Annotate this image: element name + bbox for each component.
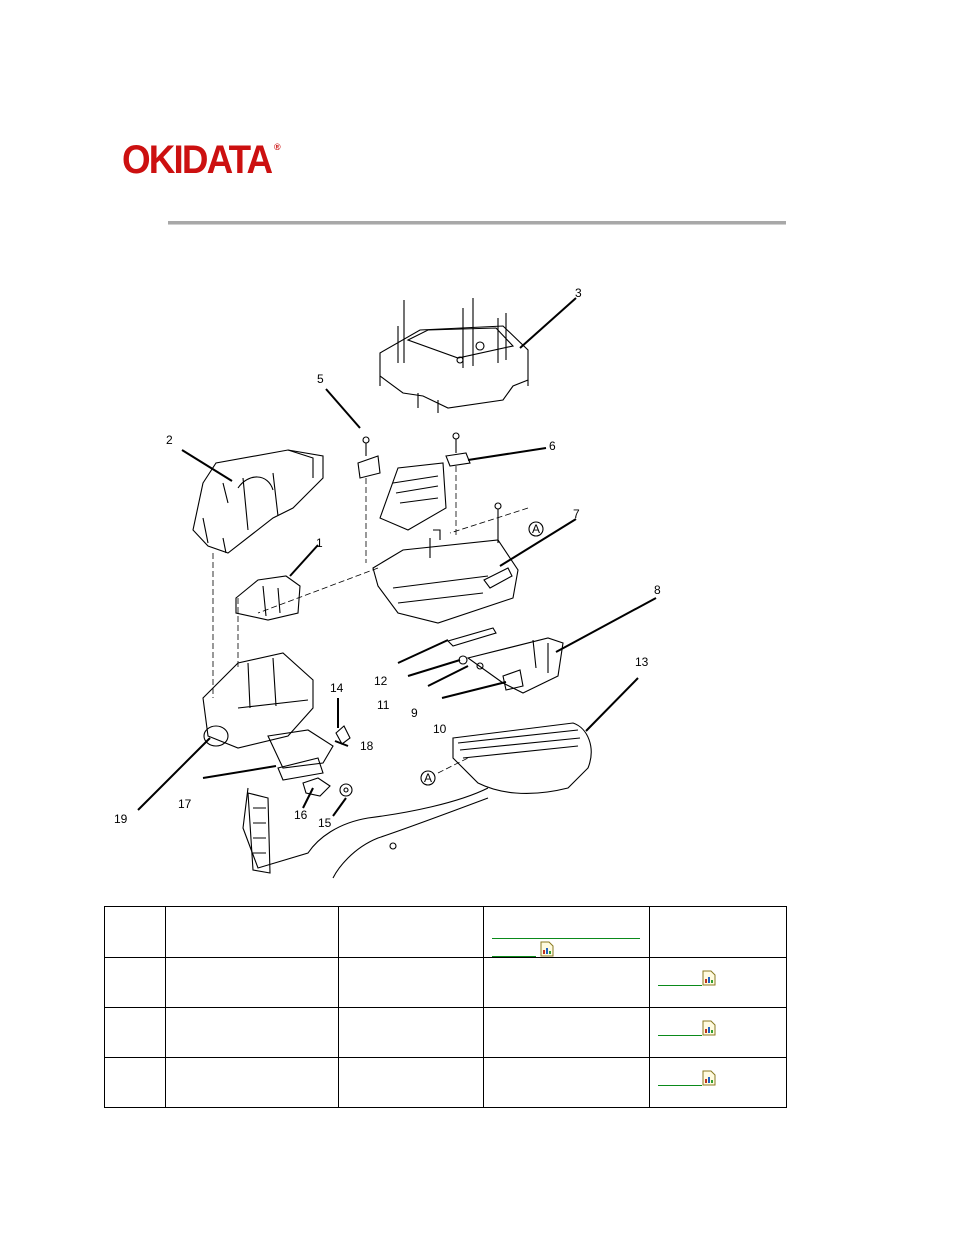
exploded-parts-diagram: [108, 268, 708, 883]
label-5: 5: [317, 372, 324, 386]
label-18: 17: [178, 797, 192, 811]
part-6-plate: [446, 433, 470, 466]
document-icon[interactable]: [540, 941, 554, 957]
part-7-screw: [484, 503, 512, 588]
label-10: 10: [433, 722, 447, 736]
label-2: 2: [166, 433, 173, 447]
label-6: 6: [549, 439, 556, 453]
okidata-logo: [122, 138, 284, 182]
label-19: 19: [114, 812, 128, 826]
ref-a-top: A: [532, 522, 541, 536]
label-12: 12: [374, 674, 388, 688]
label-8: 8: [654, 583, 661, 597]
document-icon[interactable]: [702, 970, 716, 986]
part-3-frame: [380, 298, 528, 413]
parts-14-18: [278, 726, 352, 796]
part-8-holder: [468, 638, 563, 693]
ref-markers: [421, 522, 543, 785]
table-row: [105, 958, 787, 1008]
label-13: 13: [635, 655, 649, 669]
label-15: 15: [318, 816, 332, 830]
label-3: 3: [575, 286, 582, 300]
ref-a-bottom: A: [424, 771, 433, 785]
horizontal-rule: [168, 221, 786, 225]
table-row: [105, 1008, 787, 1058]
parts-table: [104, 906, 787, 1108]
label-11: 11: [377, 698, 390, 712]
table-row: [105, 907, 787, 958]
document-icon[interactable]: [702, 1070, 716, 1086]
header-link-cont[interactable]: [492, 944, 536, 957]
label-14: 14: [330, 681, 344, 695]
part-19-base: [203, 653, 333, 768]
part-13-flat-cable: [243, 723, 591, 878]
print-head-assembly: [373, 463, 518, 623]
table-row: [105, 1058, 787, 1108]
part-1-bracket: [236, 576, 300, 620]
label-1: 1: [316, 536, 323, 550]
logo-text: OKIDATA: [122, 138, 272, 182]
alignment-lines: [213, 466, 528, 773]
row-link[interactable]: [658, 973, 702, 986]
part-number-labels: [114, 286, 661, 830]
part-2-cover: [193, 450, 323, 553]
small-parts-9-12: [448, 628, 523, 690]
document-icon[interactable]: [702, 1020, 716, 1036]
registered-mark: ®: [274, 142, 281, 152]
label-16: 16: [294, 808, 308, 822]
label-17: 18: [360, 739, 374, 753]
header-link[interactable]: [492, 926, 640, 939]
part-5-screw: [358, 437, 380, 478]
label-9: 9: [411, 706, 418, 720]
row-link[interactable]: [658, 1023, 702, 1036]
label-7: 7: [573, 507, 580, 521]
row-link[interactable]: [658, 1073, 702, 1086]
